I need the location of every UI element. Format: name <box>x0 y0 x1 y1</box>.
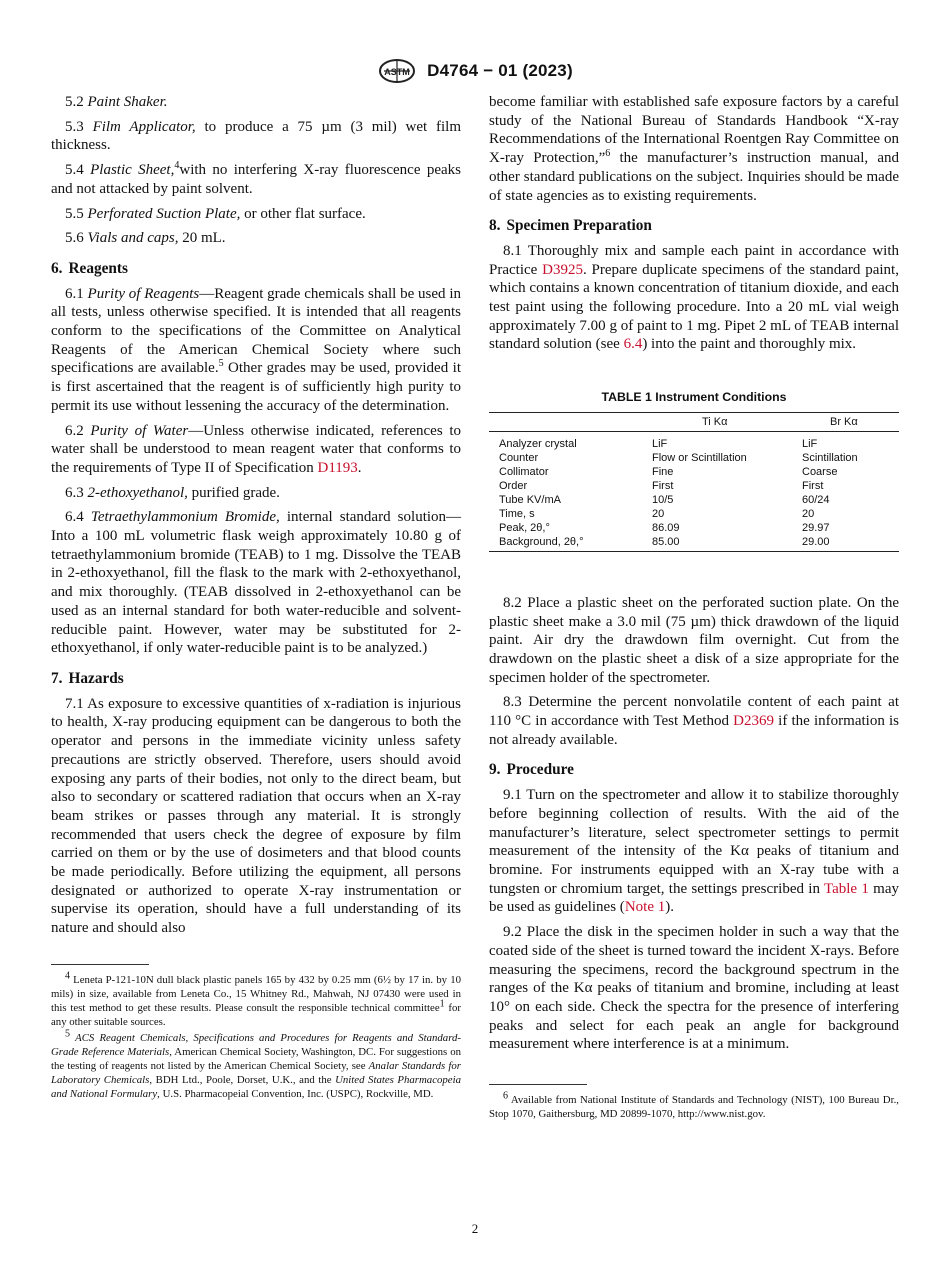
table-cell: Scintillation <box>802 451 858 464</box>
table-cell: First <box>802 479 824 492</box>
page-header <box>0 58 950 84</box>
table-cell: Collimator <box>499 465 549 478</box>
link-d3925[interactable]: D3925 <box>542 261 583 278</box>
table-cell: 29.00 <box>802 535 899 552</box>
instrument-conditions-table <box>489 412 899 552</box>
table-title: TABLE 1 Instrument Conditions <box>601 390 787 405</box>
table-cell: 86.09 <box>652 521 680 534</box>
link-d2369[interactable]: D2369 <box>733 713 774 730</box>
heading-specimen-preparation: 8. Specimen Preparation <box>489 217 652 235</box>
heading-hazards: 7. Hazards <box>51 669 124 687</box>
section-6-3: 6.3 2-ethoxyethanol, purified grade. <box>65 484 280 501</box>
footnote-rule <box>51 964 149 965</box>
table-cell: 10/5 <box>652 493 674 506</box>
section-5-2: 5.2 Paint Shaker. <box>65 94 168 110</box>
section-7-1-continued: become familiar with established safe exposure factors by a careful study of the National Bureau of Standards Handbook “X-ray Recommendations of the International Roentgen Ray Committee on X-ray Protection,”$^6$ the manufacturer’s instruction manual, and other standard publications on the subject. Inquiries should be made of state agencies as to existing requirements. <box>489 94 899 204</box>
svg-text:ASTM: ASTM <box>384 67 410 77</box>
table-row <box>489 493 899 507</box>
table-cell: Order <box>499 479 528 492</box>
table-header-row <box>489 412 899 431</box>
table-row <box>489 535 899 552</box>
section-6-1: 6.1 Purity of Reagents—Reagent grade chemicals shall be used in all tests, unless otherwise specified. It is intended that all reagents conform to the specifications of the Committee on Analytical Reagents of the American Chemical Society where such specifications are available.$^5$ Other grades may be used, provided it is first ascertained that the reagent is of sufficiently high purity to permit its use without lessening the accuracy of the determination. <box>51 285 461 414</box>
section-5-6: 5.6 Vials and caps, 20 mL. <box>65 230 226 247</box>
section-5-5: 5.5 Perforated Suction Plate, or other flat surface. <box>65 205 366 222</box>
table-header-cell: Br Kα <box>802 412 899 431</box>
table-header-cell <box>489 412 652 431</box>
astm-logo-icon <box>377 58 417 84</box>
table-cell: 20 <box>802 507 815 520</box>
link-note-1[interactable]: Note 1 <box>624 899 666 916</box>
table-row <box>489 451 899 465</box>
right-column <box>489 93 899 1123</box>
section-5-3: 5.3 Film Applicator, to produce a 75 µm (3 mil) wet film thickness. <box>51 118 462 154</box>
table-1 <box>489 388 899 552</box>
section-8-3: 8.3 Determine the percent nonvolatile content of each paint at 110 °C in accordance with Test Method D2369 if the information is not already available. <box>489 694 899 748</box>
link-table-1[interactable]: Table 1 <box>823 880 869 897</box>
table-cell: Fine <box>652 465 674 478</box>
table-cell: First <box>652 479 674 492</box>
footnote-5: $^5$ ACS Reagent Chemicals, Specifications and Procedures for Reagents and Standard-Grade Reference Materials, American Chemical Society, Washington, DC. For suggestions on the testing of reagents not listed by the American Chemical Society, see Analar Standards for Laboratory Chemicals, BDH Ltd., Poole, Dorset, U.K., and the United States Pharmacopeia and National Formulary, U.S. Pharmacopeial Convention, Inc. (USPC), Rockville, MD. <box>51 1028 462 1100</box>
document-designation: D4764 − 01 (2023) <box>427 61 573 80</box>
table-cell: LiF <box>802 437 818 450</box>
section-9-1: 9.1 Turn on the spectrometer and allow it to stabilize thoroughly before beginning collection of results. With the aid of the manufacturer’s literature, select spectrometer settings to permit measurement of the intensity of the Kα peaks of titanium and bromine. For instruments equipped with an X-ray tube with a tungsten or chromium target, the settings prescribed in Table 1 may be used as guidelines (Note 1). <box>489 787 899 916</box>
section-7-1: 7.1 As exposure to excessive quantities of x-radiation is injurious to health, X-ray producing equipment can be dangerous to both the operator and persons in the immediate vicinity unless safety precautions are strictly observed. Therefore, users should avoid exposing any parts of their bodies, not only to the direct beam, but also to secondary or scattered radiation that occurs when an X-ray beam strikes or passes through any material. It is strongly recommended that users check the degree of exposure by film carried on them or by the use of dosimeters and that blood counts be made periodically. Before utilizing the equipment, all persons designated or authorized to operate X-ray instrumentation or supervise its operation, should have a full understanding of its nature and should also <box>51 695 461 937</box>
table-cell: 85.00 <box>652 535 802 552</box>
footnote-rule <box>489 1084 587 1085</box>
link-d1193[interactable]: D1193 <box>317 459 358 476</box>
table-cell: Coarse <box>802 465 838 478</box>
table-cell: Background, 2θ,° <box>489 535 652 552</box>
table-cell: Time, s <box>499 507 535 520</box>
table-row <box>489 507 899 521</box>
table-cell: 20 <box>652 507 665 520</box>
table-cell: Tube KV/mA <box>499 493 561 506</box>
footnote-4: $^4$ Leneta P-121-10N dull black plastic panels 165 by 432 by 0.25 mm (6½ by 17 in. by 10 mils) in size, available from Leneta Co., 15 Whitney Rd., Mahwah, NJ 07430 were used in this test method to get these results. Please consult the responsible technical committee$^1$ for any other suitable sources. <box>51 970 461 1028</box>
section-8-2: 8.2 Place a plastic sheet on the perforated suction plate. On the plastic sheet make a 3.0 mil (75 µm) thick drawdown of the liquid paint. Air dry the drawdown film overnight. Cut from the drawdown on the plastic sheet a disk of a size appropriate for the specimen holder of the spectrometer. <box>489 594 899 686</box>
table-row <box>489 465 899 479</box>
footnote-6: $^6$ Available from National Institute of Standards and Technology (NIST), 100 Bureau Dr., Stop 1070, Gaithersburg, MD 20899-1070, http://www.nist.gov. <box>489 1090 899 1121</box>
table-cell: Flow or Scintillation <box>652 451 747 464</box>
heading-procedure: 9. Procedure <box>489 761 574 779</box>
table-cell: 29.97 <box>802 521 830 534</box>
left-column <box>51 93 461 1103</box>
table-header-cell: Ti Kα <box>652 412 802 431</box>
section-8-1: 8.1 Thoroughly mix and sample each paint in accordance with Practice D3925. Prepare duplicate specimens of the standard paint, which contains a known concentration of titanium dioxide, and each test paint using the following procedure. Into a 20 mL vial weigh approximately 7.00 g of paint to 1 mg. Pipet 2 mL of TEAB internal standard solution (see 6.4) into the paint and thoroughly mix. <box>489 242 899 353</box>
link-section-6-4[interactable]: 6.4 <box>623 336 643 353</box>
section-6-4: 6.4 Tetraethylammonium Bromide, internal standard solution—Into a 100 mL volumetric flask weigh approximately 10.80 g of tetraethylammonium bromide (TEAB) to 1 mg. Dissolve the TEAB in 2-ethoxyethanol, fill the flask to the mark with 2-ethoxyethanol, and mix thoroughly. (TEAB dissolved in 2-ethoxyethanol can be used as an internal standard for both water-reducible and solvent-reducible paint. However, water may be substituted for 2-ethoxyethanol, if only water-reducible paint is to be analyzed.) <box>51 509 462 657</box>
table-row <box>489 479 899 493</box>
section-6-2: 6.2 Purity of Water—Unless otherwise indicated, references to water shall be understood to mean reagent water that conforms to the requirements of Type II of Specification D1193. <box>51 422 462 476</box>
section-5-4: 5.4 Plastic Sheet,$^4$with no interfering X-ray fluorescence peaks and not attacked by paint solvent. <box>51 160 461 197</box>
table-cell: 60/24 <box>802 493 830 506</box>
heading-reagents: 6. Reagents <box>51 259 128 277</box>
section-9-2: 9.2 Place the disk in the specimen holder in such a way that the coated side of the sheet is turned toward the incident X-rays. Before measuring the specimens, record the background spectrum in the ranges of the Kα peaks of titanium and bromine, including at least 10° on each side. Check the spectra for the presence of interfering peaks and select for each peak an angle for background measurement where interference is at a minimum. <box>489 924 900 1053</box>
table-row <box>489 521 899 535</box>
table-cell: LiF <box>652 437 668 450</box>
table-cell: Counter <box>499 451 539 464</box>
table-cell: Analyzer crystal <box>499 437 577 450</box>
table-row <box>489 431 899 451</box>
table-cell: Peak, 2θ,° <box>499 521 550 534</box>
page-number: 2 <box>471 1221 479 1236</box>
